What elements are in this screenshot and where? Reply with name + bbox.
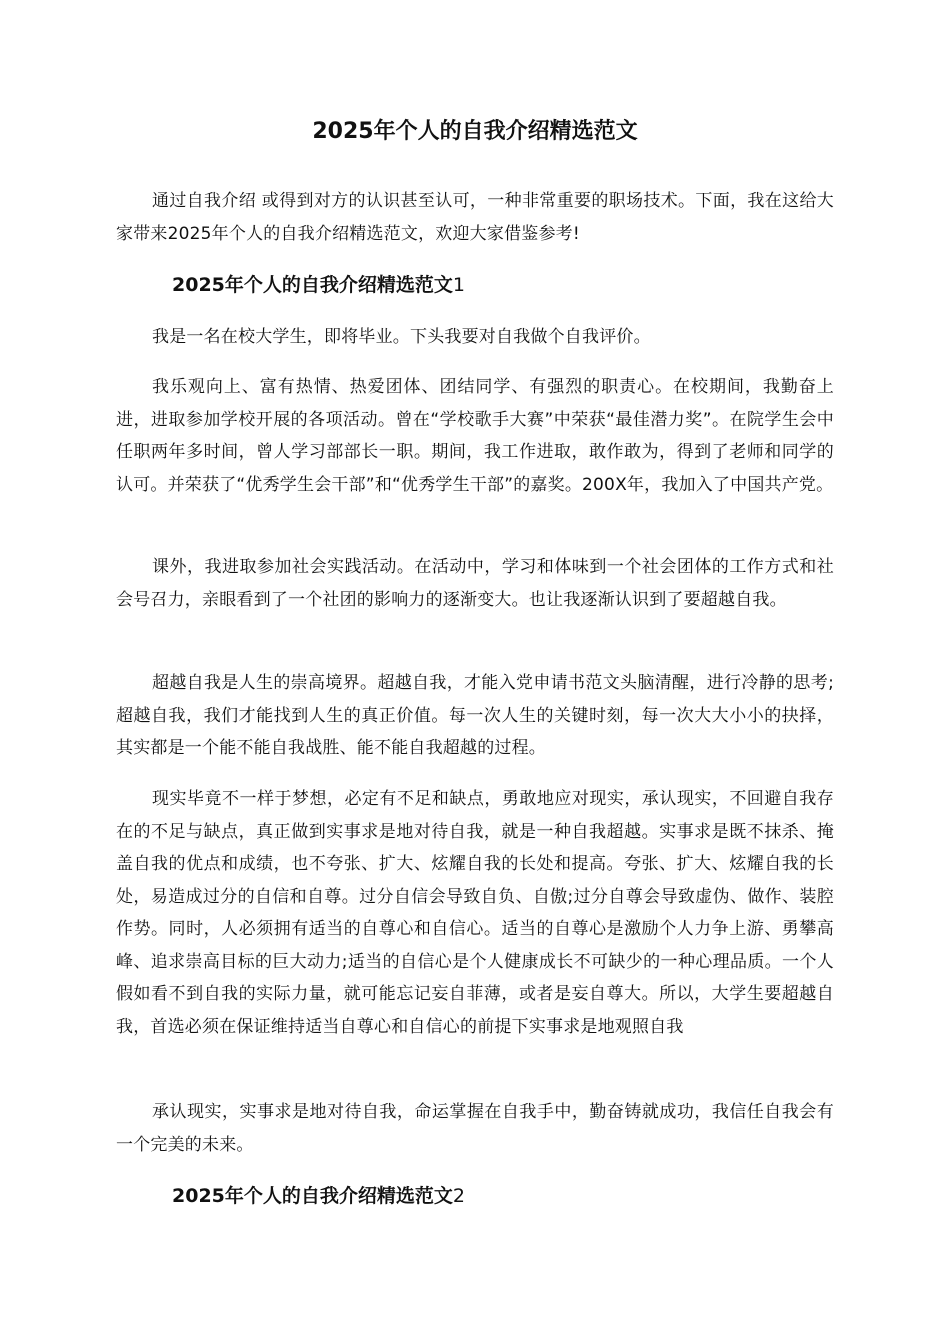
body-paragraph: 超越自我是人生的崇高境界。超越自我，才能入党申请书范文头脑清醒，进行冷静的思考;超越自我，我们才能找到人生的真正价值。每一次人生的关键时刻，每一次大大小小的抉择，其实都是一个能不能自我战胜、能不能自我超越的过程。 <box>116 673 834 758</box>
section-heading-1 <box>172 269 465 301</box>
body-paragraph: 承认现实，实事求是地对待自我，命运掌握在自我手中，勤奋铸就成功，我信任自我会有一个完美的未来。 <box>116 1102 834 1155</box>
body-paragraph: 我乐观向上、富有热情、热爱团体、团结同学、有强烈的职责心。在校期间，我勤奋上进，进取参加学校开展的各项活动。曾在“学校歌手大赛”中荣获“最佳潜力奖”。在院学生会中任职两年多时间，曾人学习部部长一职。期间，我工作进取，敢作敢为，得到了老师和同学的认可。并荣获了“优秀学生会干部”和“优秀学生干部”的嘉奖。200X年，我加入了中国共产党。 <box>116 377 834 495</box>
section-heading-text: 2025年个人的自我介绍精选范文 <box>172 1185 453 1207</box>
body-paragraph: 课外，我进取参加社会实践活动。在活动中，学习和体味到一个社会团体的工作方式和社会号召力，亲眼看到了一个社团的影响力的逐渐变大。也让我逐渐认识到了要超越自我。 <box>116 557 834 610</box>
body-paragraph: 我是一名在校大学生，即将毕业。下头我要对自我做个自我评价。 <box>152 327 651 347</box>
section-number: 2 <box>452 1185 465 1207</box>
document-title: 2025年个人的自我介绍精选范文 <box>312 119 638 144</box>
section-heading-text: 2025年个人的自我介绍精选范文 <box>172 274 453 296</box>
section-heading-2 <box>172 1180 465 1212</box>
body-paragraph: 现实毕竟不一样于梦想，必定有不足和缺点，勇敢地应对现实，承认现实，不回避自我存在的不足与缺点，真正做到实事求是地对待自我，就是一种自我超越。实事求是既不抹杀、掩盖自我的优点和成绩，也不夸张、扩大、炫耀自我的长处和提高。夸张、扩大、炫耀自我的长处，易造成过分的自信和自尊。过分自信会导致自负、自傲;过分自尊会导致虚伪、做作、装腔作势。同时，人必须拥有适当的自尊心和自信心。适当的自尊心是激励个人力争上游、勇攀高峰、追求崇高目标的巨大动力;适当的自信心是个人健康成长不可缺少的一种心理品质。一个人假如看不到自我的实际力量，就可能忘记妄自菲薄，或者是妄自尊大。所以，大学生要超越自我，首选必须在保证维持适当自尊心和自信心的前提下实事求是地观照自我 <box>116 789 834 1037</box>
intro-paragraph: 通过自我介绍 或得到对方的认识甚至认可，一种非常重要的职场技术。下面，我在这给大家带来2025年个人的自我介绍精选范文，欢迎大家借鉴参考! <box>116 191 834 244</box>
section-number: 1 <box>452 274 465 296</box>
